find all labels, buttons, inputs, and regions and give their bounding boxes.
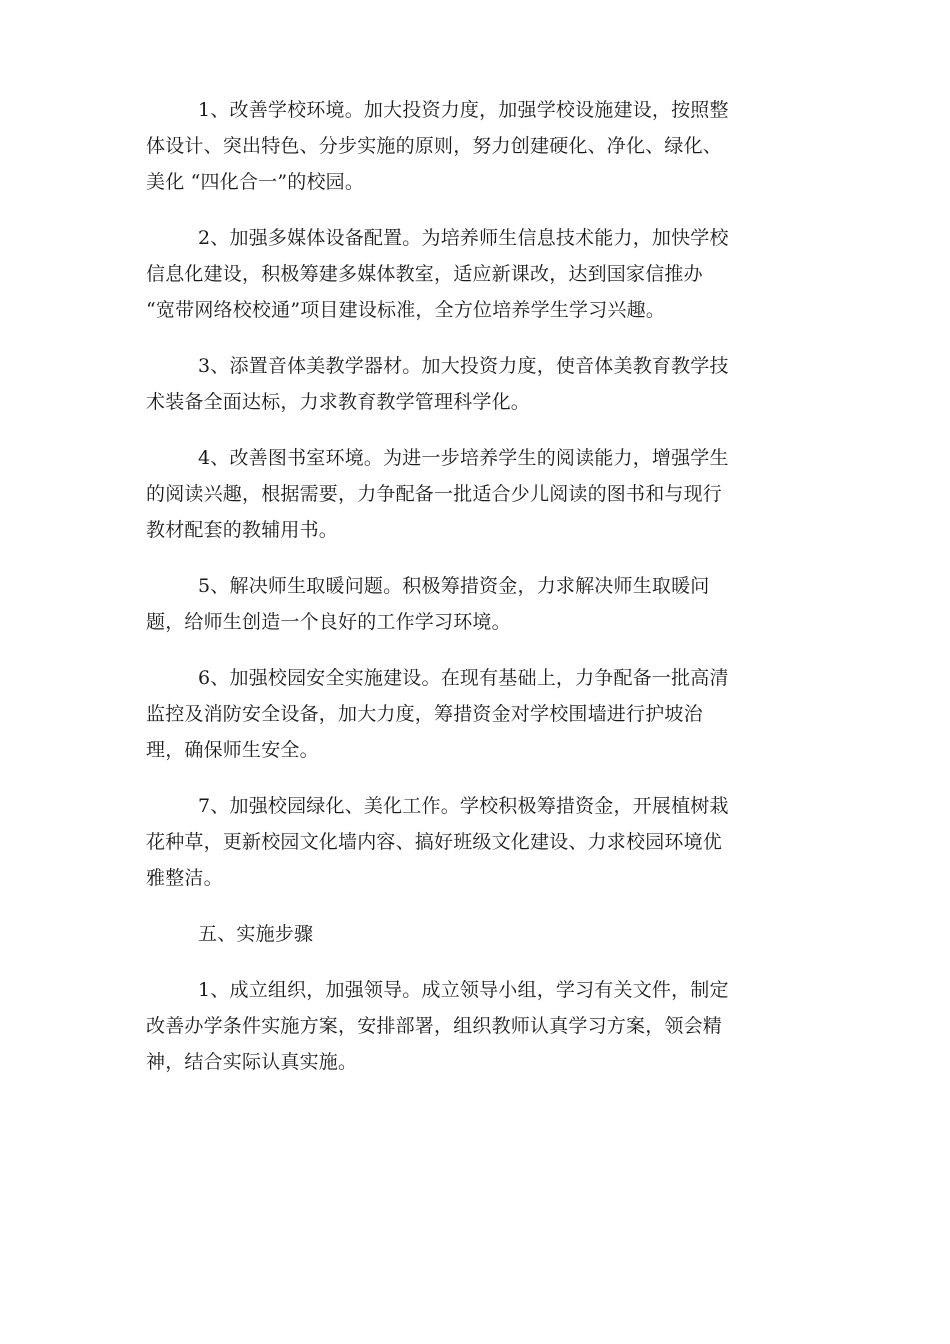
text-line: 理，确保师生安全。 [146,739,319,761]
paragraph-establish-organization [146,972,801,1080]
text-line: 术装备全面达标，力求教育教学管理科学化。 [146,391,531,413]
paragraph-heating [146,568,801,640]
text-line: 美化 “四化合一”的校园。 [146,171,365,193]
text-line: 改善办学条件实施方案，安排部署，组织教师认真学习方案，领会精 [146,1015,723,1037]
paragraph-improve-environment [146,92,801,200]
text-line: “宽带网络校校通”项目建设标准，全方位培养学生学习兴趣。 [146,299,666,321]
text-line: 6、加强校园安全实施建设。在现有基础上，力争配备一批高清 [198,667,729,689]
section-heading-implementation-steps [146,916,801,952]
paragraph-arts-equipment [146,348,801,420]
text-line: 教材配套的教辅用书。 [146,519,339,541]
text-line: 1、改善学校环境。加大投资力度，加强学校设施建设，按照整 [198,99,729,121]
paragraph-multimedia [146,220,801,328]
text-line: 体设计、突出特色、分步实施的原则，努力创建硬化、净化、绿化、 [146,135,723,157]
text-line: 1、成立组织，加强领导。成立领导小组，学习有关文件，制定 [198,979,729,1001]
text-line: 花种草，更新校园文化墙内容、搞好班级文化建设、力求校园环境优 [146,831,723,853]
text-line: 题，给师生创造一个良好的工作学习环境。 [146,611,511,633]
text-line: 监控及消防安全设备，加大力度，筹措资金对学校围墙进行护坡治 [146,703,703,725]
text-line: 雅整洁。 [146,867,223,889]
text-line: 的阅读兴趣，根据需要，力争配备一批适合少儿阅读的图书和与现行 [146,483,723,505]
text-line: 神，结合实际认真实施。 [146,1051,358,1073]
paragraph-greening [146,788,801,896]
text-line: 2、加强多媒体设备配置。为培养师生信息技术能力，加快学校 [198,227,729,249]
paragraph-library [146,440,801,548]
text-line: 5、解决师生取暖问题。积极筹措资金，力求解决师生取暖问 [198,575,710,597]
text-line: 4、改善图书室环境。为进一步培养学生的阅读能力，增强学生 [198,447,729,469]
document-page [146,92,801,1100]
paragraph-safety [146,660,801,768]
text-line: 3、添置音体美教学器材。加大投资力度，使音体美教育教学技 [198,355,729,377]
text-line: 信息化建设，积极筹建多媒体教室，适应新课改，达到国家信推办 [146,263,703,285]
section-heading: 五、实施步骤 [198,923,314,945]
text-line: 7、加强校园绿化、美化工作。学校积极筹措资金，开展植树栽 [198,795,729,817]
